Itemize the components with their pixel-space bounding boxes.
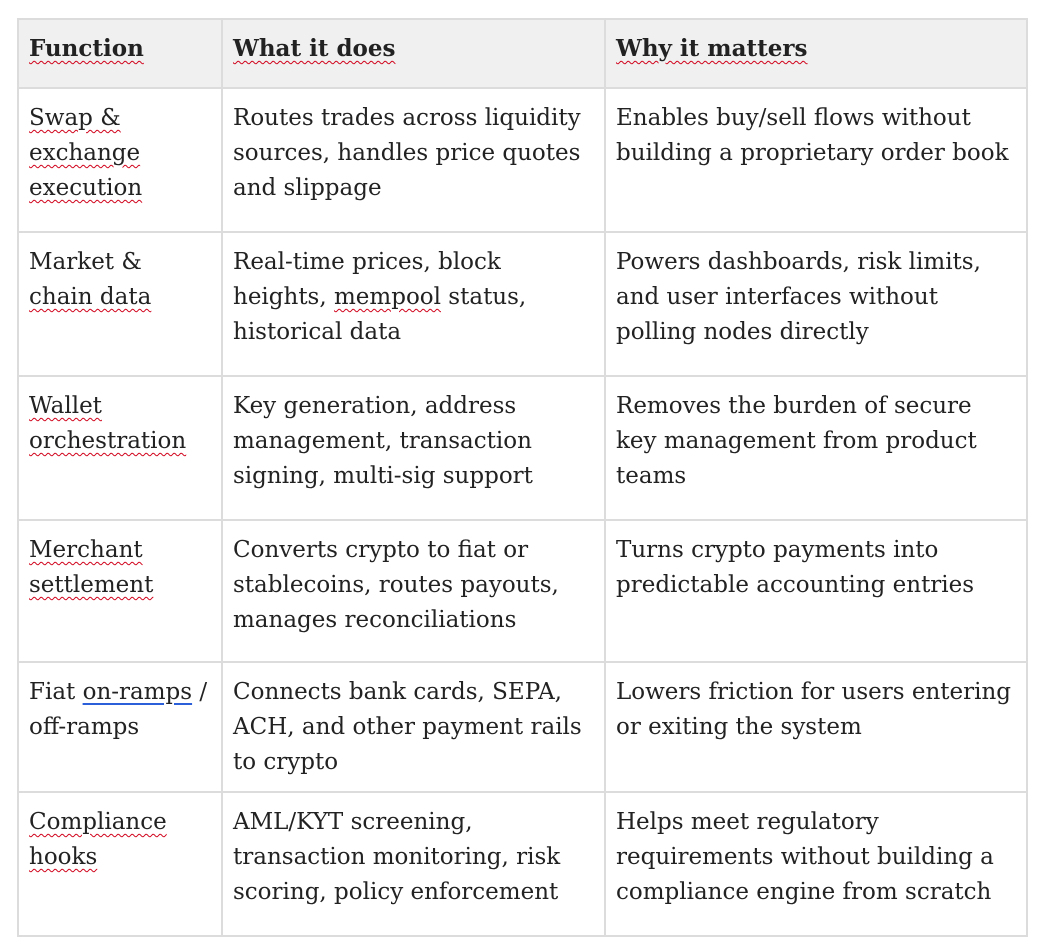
cell-why: Turns crypto payments into predictable accounting entries	[605, 520, 1027, 662]
cell-why: Removes the burden of secure key management from product teams	[605, 376, 1027, 520]
cell-why: Lowers friction for users entering or exiting the system	[605, 662, 1027, 792]
cell-function: Merchant settlement	[18, 520, 222, 662]
table-row	[18, 376, 1027, 520]
cell-function: Wallet orchestration	[18, 376, 222, 520]
cell-what: Converts crypto to fiat or stablecoins, routes payouts, manages reconciliations	[222, 520, 605, 662]
functions-table	[17, 18, 1028, 937]
cell-function: Swap & exchange execution	[18, 88, 222, 232]
cell-function: Fiat on-ramps / off-ramps	[18, 662, 222, 792]
cell-function: Market & chain data	[18, 232, 222, 376]
cell-what: AML/KYT screening, transaction monitoring, risk scoring, policy enforcement	[222, 792, 605, 936]
cell-what: Real-time prices, block heights, mempool status, historical data	[222, 232, 605, 376]
cell-what: Key generation, address management, transaction signing, multi-sig support	[222, 376, 605, 520]
table-row	[18, 88, 1027, 232]
table-header-row	[18, 19, 1027, 88]
cell-why: Powers dashboards, risk limits, and user interfaces without polling nodes directly	[605, 232, 1027, 376]
header-what-it-does: What it does	[222, 19, 605, 88]
cell-why: Enables buy/sell flows without building a proprietary order book	[605, 88, 1027, 232]
table-row	[18, 232, 1027, 376]
cell-what: Connects bank cards, SEPA, ACH, and other payment rails to crypto	[222, 662, 605, 792]
header-function: Function	[18, 19, 222, 88]
table-row	[18, 792, 1027, 936]
cell-why: Helps meet regulatory requirements without building a compliance engine from scratch	[605, 792, 1027, 936]
header-why-it-matters: Why it matters	[605, 19, 1027, 88]
table-row	[18, 520, 1027, 662]
table-row	[18, 662, 1027, 792]
cell-function: Compliance hooks	[18, 792, 222, 936]
cell-what: Routes trades across liquidity sources, handles price quotes and slippage	[222, 88, 605, 232]
